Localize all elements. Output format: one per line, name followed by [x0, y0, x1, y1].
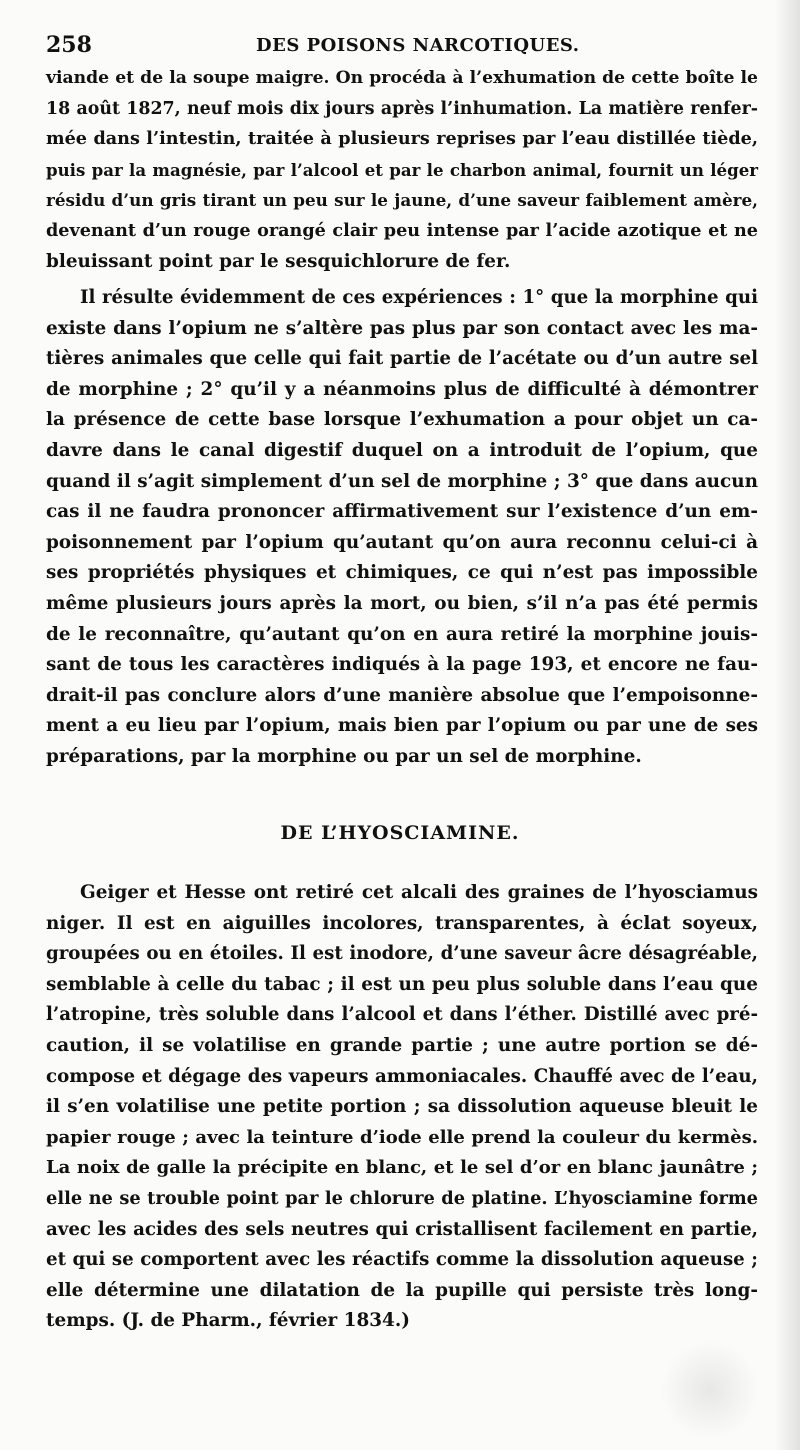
text-line: papier rouge ; avec la teinture d’iode elle prend la couleur du kermès. — [46, 1126, 758, 1148]
text-line: viande et de la soupe maigre. On procéda à l’exhumation de cette boîte le — [46, 68, 758, 88]
text-line: semblable à celle du tabac ; il est un peu plus soluble dans l’eau que — [46, 973, 758, 995]
text-line: elle ne se trouble point par le chlorure de platine. L’hyosciamine forme — [46, 1187, 758, 1209]
text-line: bleuissant point par le sesquichlorure de fer. — [46, 250, 511, 272]
text-line: préparations, par la morphine ou par un sel de morphine. — [46, 745, 642, 767]
text-line: groupées ou en étoiles. Il est inodore, d’une saveur âcre désagréable, — [46, 943, 758, 965]
text-line: compose et dégage des vapeurs ammoniacales. Chauffé avec de l’eau, — [46, 1065, 758, 1087]
text-line: de le reconnaître, qu’autant qu’on en aura retiré la morphine jouis- — [46, 623, 758, 645]
text-line: Il résulte évidemment de ces expériences : 1° que la morphine qui — [80, 287, 758, 308]
text-line: drait-il pas conclure alors d’une manière absolue que l’empoisonne- — [46, 684, 758, 706]
text-line: quand il s’agit simplement d’un sel de morphine ; 3° que dans aucun — [46, 470, 758, 492]
text-line: de morphine ; 2° qu’il y a néanmoins plus de difficulté à démontrer — [46, 378, 758, 400]
paragraph-1 — [46, 63, 758, 277]
text-line: niger. Il est en aiguilles incolores, transparentes, à éclat soyeux, — [46, 912, 758, 934]
text-line: ment a eu lieu par l’opium, mais bien par l’opium ou par une de ses — [46, 715, 758, 737]
text-line: sant de tous les caractères indiqués à la page 193, et encore ne fau- — [46, 654, 758, 676]
scan-smudge — [660, 1340, 760, 1440]
text-line: temps. (J. de Pharm., février 1834.) — [46, 1310, 410, 1332]
text-line: résidu d’un gris tirant un peu sur le jaune, d’une saveur faiblement amère, — [46, 190, 758, 211]
text-line: caution, il se volatilise en grande partie ; une autre portion se dé- — [46, 1034, 758, 1056]
text-line: davre dans le canal digestif duquel on a introduit de l’opium, que — [46, 439, 758, 461]
text-line: poisonnement par l’opium qu’autant qu’on aura reconnu celui-ci à — [46, 531, 758, 553]
text-line: devenant d’un rouge orangé clair peu intense par l’acide azotique et ne — [46, 219, 758, 241]
text-line: la présence de cette base lorsque l’exhumation a pour objet un ca- — [46, 409, 758, 431]
page-header — [46, 32, 758, 62]
text-line: Geiger et Hesse ont retiré cet alcali des graines de l’hyosciamus — [80, 882, 758, 903]
page-edge-shadow — [774, 0, 800, 1450]
text-line: l’atropine, très soluble dans l’alcool et dans l’éther. Distillé avec pré- — [46, 1004, 758, 1026]
text-line: 18 août 1827, neuf mois dix jours après l’inhumation. La matière renfer- — [46, 98, 758, 119]
text-line: elle détermine une dilatation de la pupille qui persiste très long- — [46, 1279, 758, 1301]
text-line: La noix de galle la précipite en blanc, et le sel d’or en blanc jaunâtre ; — [46, 1157, 758, 1179]
text-line: mée dans l’intestin, traitée à plusieurs reprises par l’eau distillée tiède, — [46, 128, 758, 150]
paragraph-2 — [46, 283, 758, 773]
paragraph-3 — [46, 878, 758, 1337]
text-line: ses propriétés physiques et chimiques, ce qui n’est pas impossible — [46, 562, 758, 584]
text-line: existe dans l’opium ne s’altère pas plus par son contact avec les ma- — [46, 317, 758, 339]
section-heading: DE L’HYOSCIAMINE. — [280, 822, 520, 844]
text-line: cas il ne faudra prononcer affirmativement sur l’existence d’un em- — [46, 501, 758, 523]
text-line: et qui se comportent avec les réactifs comme la dissolution aqueuse ; — [46, 1249, 758, 1271]
text-line: même plusieurs jours après la mort, ou bien, s’il n’a pas été permis — [46, 592, 758, 614]
text-line: il s’en volatilise une petite portion ; sa dissolution aqueuse bleuit le — [46, 1096, 758, 1118]
text-line: tières animales que celle qui fait partie de l’acétate ou d’un autre sel — [46, 348, 758, 370]
text-line: puis par la magnésie, par l’alcool et par le charbon animal, fournit un léger — [46, 159, 758, 180]
page-number: 258 — [46, 32, 92, 58]
text-line: avec les acides des sels neutres qui cristallisent facilement en partie, — [46, 1218, 758, 1240]
running-head: DES POISONS NARCOTIQUES. — [256, 35, 580, 56]
